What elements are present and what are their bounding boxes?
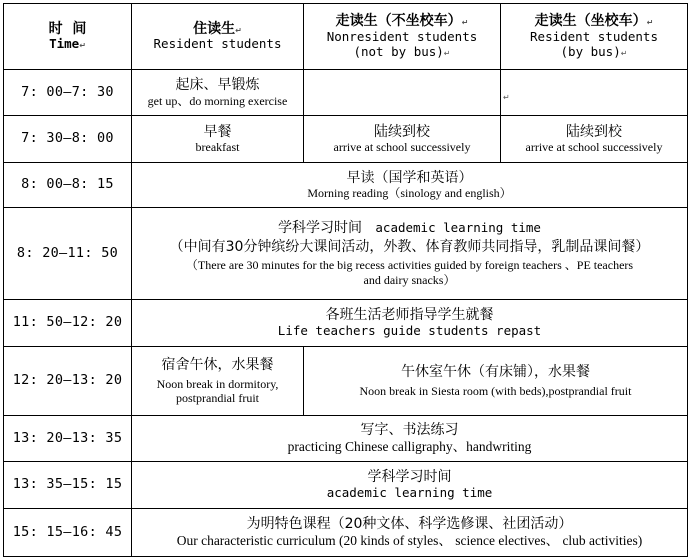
activity-zh: 陆续到校 [566,123,622,140]
paragraph-mark: ↵ [79,41,86,51]
activity-zh: 学科学习时间 [278,220,363,237]
activity-cell [132,416,688,462]
time-cell: 13: 20—13: 35 [4,416,132,462]
activity-en-note: （There are 30 minutes for the big recess activities guided by foreign teachers 、PE teachers [185,258,634,273]
schedule-row [4,509,688,557]
schedule-row [4,208,688,300]
resident-activity-cell [132,70,304,116]
header-resident-cell [132,4,304,70]
activity-en-note2: and dairy snacks） [363,272,456,287]
header-time-en: Time [49,36,80,52]
activity-cell [132,509,688,557]
activity-zh: 午休室午休（有床铺），水果餐 [401,364,590,381]
header-bus-zh: 走读生（坐校车） [534,13,647,30]
resident-activity-cell [132,116,304,163]
activity-en: Our characteristic curriculum (20 kinds of styles、 science electives、 club activities) [176,532,643,548]
activity-zh-note: （中间有30分钟缤纷大课间活动，外教、体育教师共同指导，乳制品课间餐） [169,238,650,255]
nonbus-activity-cell [304,116,501,163]
paragraph-mark: ↵ [620,48,628,58]
time-cell: 13: 35—15: 15 [4,462,132,509]
activity-cell [132,300,688,347]
activity-zh: 早餐 [203,123,232,140]
activity-en: get up、do morning exercise [147,93,288,108]
activity-zh: 各班生活老师指导学生就餐 [325,307,494,324]
time-cell: 7: 30—8: 00 [4,116,132,163]
nonresident-activity-cell [304,347,688,416]
paragraph-mark: ↵ [503,92,510,102]
paragraph-mark: ↵ [461,18,469,28]
activity-en: Noon break in Siesta room (with beds),postprandial fruit [359,383,632,398]
paragraph-mark: ↵ [235,25,242,35]
resident-activity-cell [132,347,304,416]
header-nonbus-cell [304,4,501,70]
paragraph-mark: ↵ [443,48,451,58]
schedule-row [4,163,688,208]
nonbus-activity-cell [304,70,501,116]
schedule-row [4,462,688,509]
header-resident-zh: 住读生 [193,20,236,37]
activity-en: practicing Chinese calligraphy、handwriting [287,438,532,454]
paragraph-mark: ↵ [646,18,654,28]
activity-en: academic learning time [375,220,541,236]
header-bus-cell [501,4,688,70]
activity-zh: 为明特色课程（20种文体、科学选修课、社团活动） [246,516,573,533]
bus-activity-cell [501,70,688,116]
activity-en: Morning reading（sinology and english） [307,186,512,201]
schedule-row [4,70,688,116]
schedule-table [3,3,688,557]
schedule-row [4,416,688,462]
activity-en: Noon break in dormitory, [156,376,279,391]
schedule-row [4,116,688,163]
header-nonbus-en2: (not by bus) [353,43,444,59]
activity-zh: 早读（国学和英语） [346,169,473,186]
bus-activity-cell [501,116,688,163]
time-cell: 12: 20—13: 20 [4,347,132,416]
activity-en: arrive at school successively [333,140,471,155]
activity-cell [132,462,688,509]
activity-en: academic learning time [326,484,493,500]
time-cell: 8: 00—8: 15 [4,163,132,208]
activity-zh: 陆续到校 [374,123,430,140]
activity-en: Life teachers guide students repast [277,322,542,338]
header-row [4,4,688,70]
activity-zh: 写字、书法练习 [360,422,459,439]
activity-en-2: postprandial fruit [176,390,259,405]
time-cell: 7: 00—7: 30 [4,70,132,116]
header-time-zh: 时 间 [48,20,87,37]
header-bus-en2: (by bus) [560,43,621,59]
schedule-row [4,300,688,347]
activity-zh: 起床、早锻炼 [175,77,260,94]
time-cell: 11: 50—12: 20 [4,300,132,347]
header-nonbus-zh: 走读生（不坐校车） [335,13,462,30]
time-cell: 15: 15—16: 45 [4,509,132,557]
activity-cell [132,208,688,300]
activity-cell [132,163,688,208]
activity-en: arrive at school successively [525,140,663,155]
header-nonbus-en1: Nonresident students [326,29,478,44]
header-time-cell [4,4,132,70]
activity-en: breakfast [195,140,240,155]
schedule-row [4,347,688,416]
activity-zh: 宿舍午休，水果餐 [161,357,274,374]
activity-zh: 学科学习时间 [367,469,452,486]
time-cell: 8: 20—11: 50 [4,208,132,300]
header-resident-en: Resident students [153,36,282,52]
header-bus-en1: Resident students [530,29,658,44]
